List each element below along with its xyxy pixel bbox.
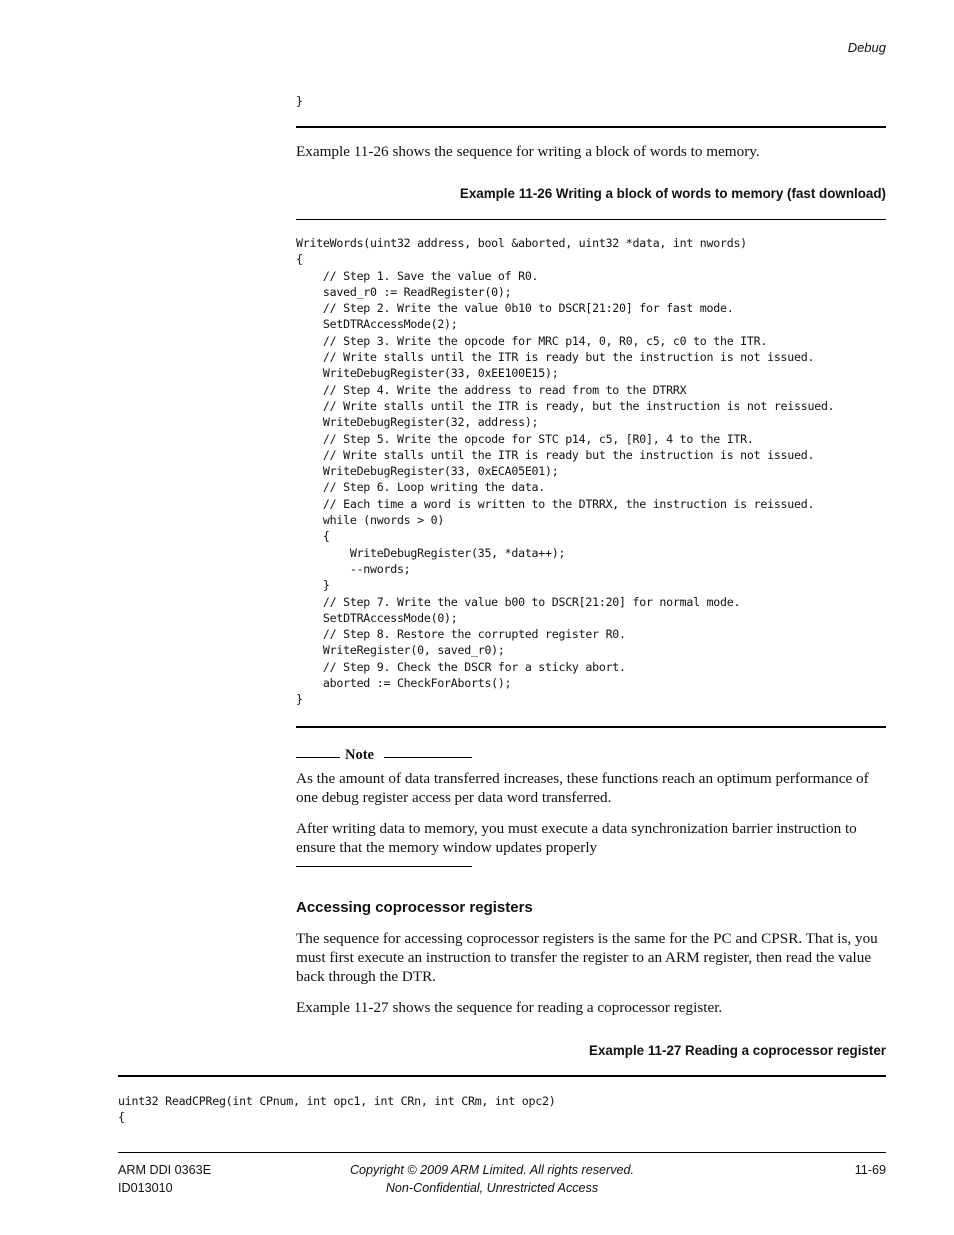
code-line: // Step 7. Write the value b00 to DSCR[21:20] for normal mode. xyxy=(296,594,741,609)
code-closing-brace: } xyxy=(296,94,303,108)
footer-page-number: 11-69 xyxy=(854,1163,886,1177)
code-line: // Each time a word is written to the DTRRX, the instruction is reissued. xyxy=(296,496,815,511)
code-line: { xyxy=(118,1110,125,1125)
code-line: WriteWords(uint32 address, bool &aborted, uint32 *data, int nwords) xyxy=(296,236,747,250)
note-end-line xyxy=(296,866,472,867)
code-line: } xyxy=(296,692,303,707)
code-line: WriteDebugRegister(33, 0xEE100E15); xyxy=(296,366,559,381)
example-26-caption: Example 11-26 Writing a block of words to memory (fast download) xyxy=(459,186,886,201)
footer-copyright: Copyright © 2009 ARM Limited. All rights reserved. xyxy=(349,1163,635,1177)
section-paragraph-1: The sequence for accessing coprocessor registers is the same for the PC and CPSR. That is, you must first execute an instruction to transfer the register to an ARM register, then read the value back through the DTR. xyxy=(296,930,878,985)
code-line: // Step 2. Write the value 0b10 to DSCR[21:20] for fast mode. xyxy=(296,301,734,316)
code-line: // Write stalls until the ITR is ready but the instruction is not issued. xyxy=(296,447,815,462)
code-line: SetDTRAccessMode(2); xyxy=(296,317,458,332)
code-line: WriteDebugRegister(32, address); xyxy=(296,415,539,430)
code-line: // Write stalls until the ITR is ready but the instruction is not issued. xyxy=(296,350,815,365)
section-paragraph-2: Example 11-27 shows the sequence for reading a coprocessor register. xyxy=(296,999,723,1016)
code-line: SetDTRAccessMode(0); xyxy=(296,610,458,625)
footer-doc-id: ARM DDI 0363E xyxy=(118,1163,212,1177)
code-line: saved_r0 := ReadRegister(0); xyxy=(296,284,512,299)
note-label: Note xyxy=(345,747,374,763)
footer-left xyxy=(118,1162,211,1197)
code-line: // Step 4. Write the address to read from to the DTRRX xyxy=(296,382,687,397)
example-27-code-block xyxy=(118,1093,555,1126)
example-27-caption: Example 11-27 Reading a coprocessor register xyxy=(589,1043,886,1058)
code-line: // Step 5. Write the opcode for STC p14, c5, [R0], 4 to the ITR. xyxy=(296,431,754,446)
code-line: WriteRegister(0, saved_r0); xyxy=(296,643,505,658)
note-left-line xyxy=(296,757,340,758)
footer-center xyxy=(302,1162,682,1197)
code-line: // Step 6. Loop writing the data. xyxy=(296,480,546,495)
footer-rule xyxy=(118,1152,886,1153)
code-line: // Step 8. Restore the corrupted register R0. xyxy=(296,627,626,642)
code-end-rule xyxy=(296,126,886,128)
code-line: // Write stalls until the ITR is ready, but the instruction is not reissued. xyxy=(296,398,835,413)
note-right-line xyxy=(384,757,472,758)
code-line: // Step 3. Write the opcode for MRC p14, 0, R0, c5, c0 to the ITR. xyxy=(296,333,768,348)
code-line: aborted := CheckForAborts(); xyxy=(296,676,512,691)
code-line: // Step 1. Save the value of R0. xyxy=(296,268,539,283)
example-26-top-rule xyxy=(296,219,886,220)
note-paragraph-2: After writing data to memory, you must execute a data synchronization barrier instruction to ensure that the memory window updates properly xyxy=(296,820,857,856)
note-paragraph-1: As the amount of data transferred increases, these functions reach an optimum performance of one debug register access per data word transferred. xyxy=(296,770,869,806)
intro-paragraph-26: Example 11-26 shows the sequence for writing a block of words to memory. xyxy=(296,143,760,160)
code-line: WriteDebugRegister(35, *data++); xyxy=(296,545,566,560)
code-line: { xyxy=(296,529,330,544)
code-line: --nwords; xyxy=(296,561,411,576)
code-line: WriteDebugRegister(33, 0xECA05E01); xyxy=(296,464,559,479)
code-line: } xyxy=(296,578,330,593)
code-line: // Step 9. Check the DSCR for a sticky abort. xyxy=(296,659,626,674)
example-26-code-block xyxy=(296,235,834,708)
footer-issue-id: ID013010 xyxy=(118,1180,173,1195)
code-line: while (nwords > 0) xyxy=(296,513,445,528)
code-line: { xyxy=(296,252,303,267)
example-27-top-rule xyxy=(118,1075,886,1077)
section-heading: Accessing coprocessor registers xyxy=(296,899,533,916)
example-26-bottom-rule xyxy=(296,726,886,728)
code-line: uint32 ReadCPReg(int CPnum, int opc1, int CRn, int CRm, int opc2) xyxy=(118,1094,556,1108)
footer-access: Non-Confidential, Unrestricted Access xyxy=(385,1180,599,1195)
running-header: Debug xyxy=(847,40,886,55)
